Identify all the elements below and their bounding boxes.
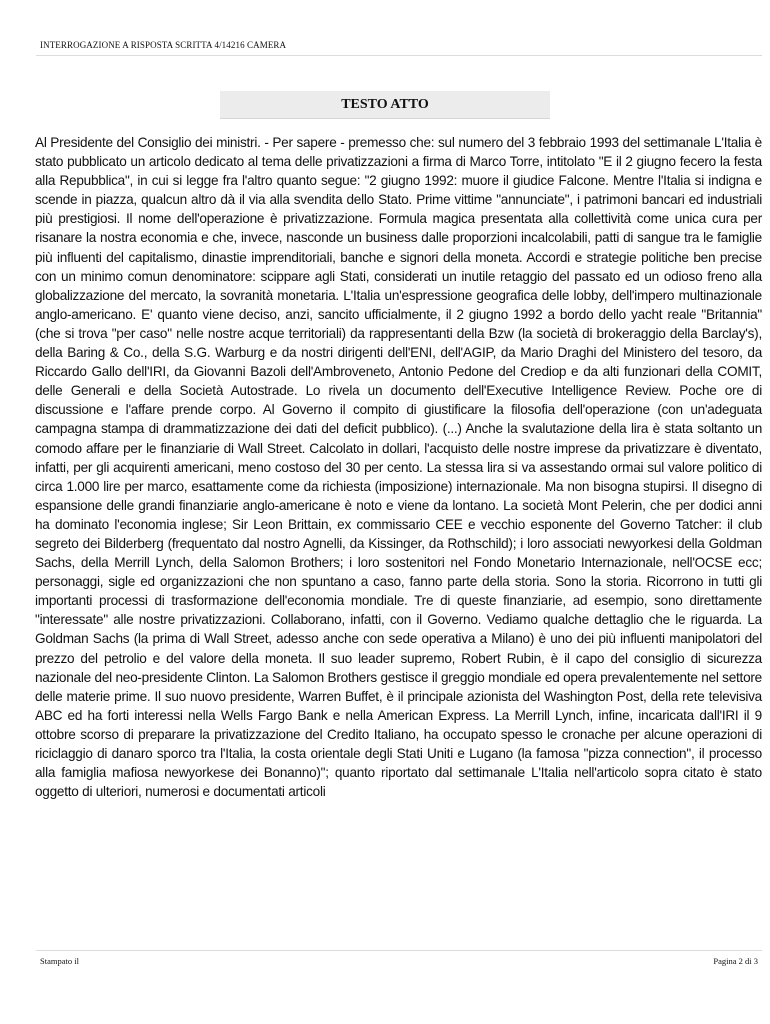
section-heading-box: [220, 91, 550, 119]
document-body-text: Al Presidente del Consiglio dei ministri. - Per sapere - premesso che: sul numero del 3 febbraio 1993 del settimanale L'Italia è stato pubblicato un articolo dedicato al tema delle privatizzazioni a firma di Marco Torre, intitolato "E il 2 giugno fecero la festa alla Repubblica", in cui si legge fra l'altro quanto segue: "2 giugno 1992: muore il giudice Falcone. Mentre l'Italia si indigna e scende in piazza, qualcun altro dà il via alla svendita dello Stato. Prime vittime "annunciate", i patrimoni bancari ed industriali più prestigiosi. Il nome dell'operazione è privatizzazione. Formula magica presentata alla collettività come unica cura per risanare la nostra economia e che, invece, nasconde un business dalle proporzioni incalcolabili, patti di sangue tra le famiglie più influenti del capitalismo, dinastie imprenditoriali, banche e signori della moneta. Accordi e strategie politiche ben precise con un minimo comun denominatore: scippare agli Stati, considerati un inutile retaggio del passato ed un odioso freno alla globalizzazione del mercato, la sovranità monetaria. L'Italia un'espressione geografica delle lobby, dell'impero multinazionale anglo-americano. E' quanto viene deciso, anzi, sancito ufficialmente, il 2 giugno 1992 a bordo dello yacht reale "Britannia" (che si trova "per caso" nelle nostre acque territoriali) da rappresentanti della Bzw (la società di brokeraggio della Barclay's), della Baring & Co., della S.G. Warburg e da nostri dirigenti dell'ENI, dell'AGIP, da Mario Draghi del Ministero del tesoro, da Riccardo Gallo dell'IRI, da Giovanni Bazoli dell'Ambroveneto, Antonio Pedone del Crediop e da alti funzionari della COMIT, delle Generali e della Società Autostrade. Lo rivela un documento dell'Executive Intelligence Review. Poche ore di discussione e l'affare prende corpo. Al Governo il compito di giustificare la filosofia dell'operazione (con un'adeguata campagna stampa di drammatizzazione dei dati del deficit pubblico). (...) Anche la svalutazione della lira è stata soltanto un comodo affare per le finanziarie di Wall Street. Calcolato in dollari, l'acquisto delle nostre imprese da privatizzare è diventato, infatti, per gli acquirenti americani, meno costoso del 30 per cento. La stessa lira si va assestando ormai sul valore politico di circa 1.000 lire per marco, esattamente come da richiesta (imposizione) internazionale. Ma non bisogna stupirsi. Il disegno di espansione delle grandi finanziarie anglo-americane è noto e viene da lontano. La società Mont Pelerin, che per dodici anni ha dominato l'economia inglese; Sir Leon Brittain, ex commissario CEE e vecchio esponente del Governo Tatcher: il club segreto dei Bilderberg (frequentato dal nostro Agnelli, da Kissinger, da Rothschild); i loro associati newyorkesi della Goldman Sachs, della Merrill Lynch, della Salomon Brothers; i loro sostenitori nel Fondo Monetario Internazionale, nell'OCSE ecc; personaggi, sigle ed organizzazioni che non spuntano a caso, fanno parte della storia. Sono la storia. Ricorrono in tutti gli importanti processi di trasformazione dell'economia mondiale. Tre di queste finanziarie, ad esempio, sono direttamente "interessate" alle nostre privatizzazioni. Collaborano, infatti, con il Governo. Vediamo qualche dettaglio che le riguarda. La Goldman Sachs (la prima di Wall Street, adesso anche con sede operativa a Milano) è uno dei più influenti manipolatori del prezzo del petrolio e del valore della moneta. Il suo leader supremo, Robert Rubin, è il capo del consiglio di sicurezza nazionale del neo-presidente Clinton. La Salomon Brothers gestisce il greggio mondiale ed opera prevalentemente nel settore delle materie prime. Il suo nuovo presidente, Warren Buffet, è il principale azionista del Washington Post, della rete televisiva ABC ed ha forti interessi nella Wells Fargo Bank e nella American Express. La Merrill Lynch, infine, incaricata dall'IRI il 9 ottobre scorso di preparare la privatizzazione del Credito Italiano, ha occupato spesso le cronache per alcune operazioni di riciclaggio di danaro sporco tra l'Italia, la costa orientale degli Stati Uniti e Lugano (la famosa "pizza connection", il processo alla famiglia mafiosa newyorkese dei Bonanno)"; quanto riportato dal settimanale L'Italia nell'articolo sopra citato è stato oggetto di ulteriori, numerosi e documentati articoli: [35, 135, 762, 800]
footer-printed-label: Stampato il: [40, 956, 79, 966]
footer-page-number: Pagina 2 di 3: [713, 956, 758, 966]
footer-divider: [36, 950, 762, 951]
header-divider: [36, 55, 762, 56]
document-header-title: INTERROGAZIONE A RISPOSTA SCRITTA 4/14216 CAMERA: [40, 40, 287, 50]
section-title: TESTO ATTO: [341, 96, 429, 112]
